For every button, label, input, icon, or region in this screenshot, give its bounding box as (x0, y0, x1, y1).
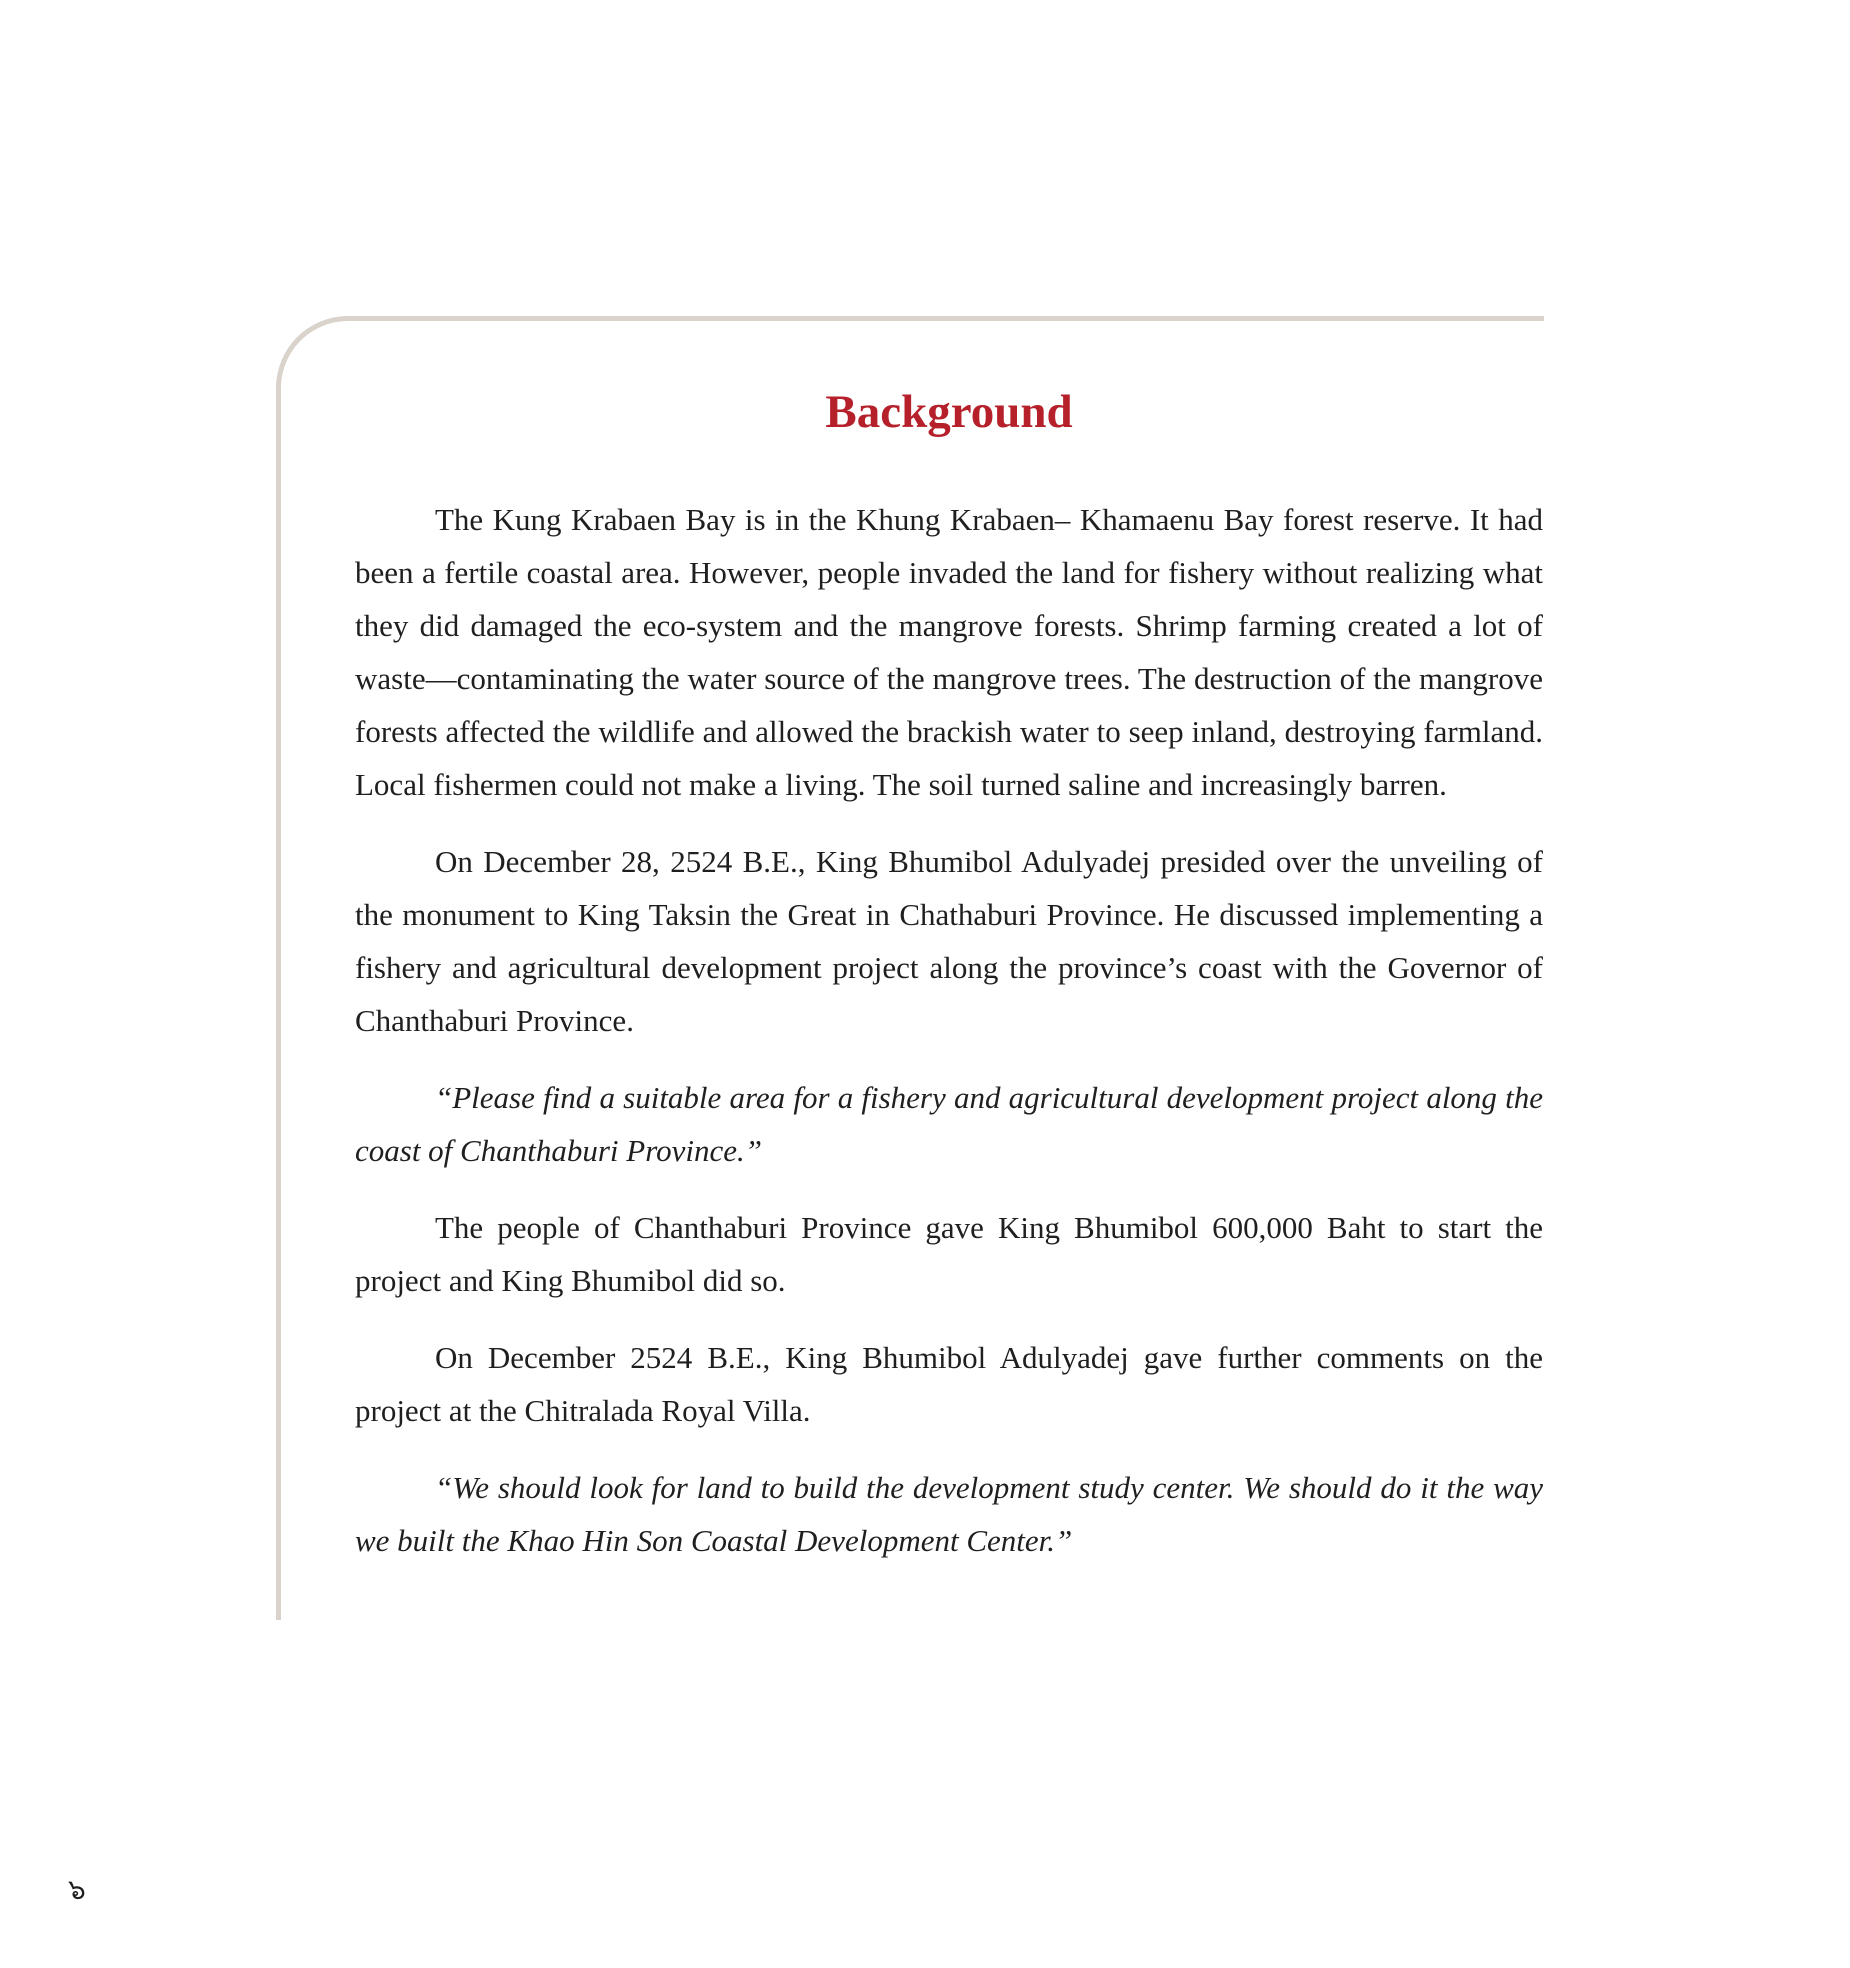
paragraph-monument-visit: On December 28, 2524 B.E., King Bhumibol Adulyadej presided over the unveiling of the monument to King Taksin the Great in Chathaburi Province. He discussed implementing a fishery and agricultural development project along the province’s coast with the Governor of Chanthaburi Province. (355, 844, 1543, 1038)
paragraph-further-comments: On December 2524 B.E., King Bhumibol Adulyadej gave further comments on the project at the Chitralada Royal Villa. (355, 1340, 1543, 1428)
quote-suitable-area: “Please find a suitable area for a fishery and agricultural development project along the coast of Chanthaburi Province.” (355, 1080, 1543, 1168)
paragraph-intro: The Kung Krabaen Bay is in the Khung Krabaen– Khamaenu Bay forest reserve. It had been a fertile coastal area. However, people invaded the land for fishery without realizing what they did damaged the eco-system and the mangrove forests. Shrimp farming created a lot of waste—contaminating the water source of the mangrove trees. The destruction of the mangrove forests affected the wildlife and allowed the brackish water to seep inland, destroying farmland. Local fishermen could not make a living. The soil turned saline and increasingly barren. (355, 502, 1543, 802)
page-title: Background (825, 386, 1073, 438)
page-number: ๖ (68, 1873, 86, 1906)
quote-study-center: “We should look for land to build the development study center. We should do it the way we built the Khao Hin Son Coastal Development Center.” (355, 1470, 1543, 1558)
body-text (355, 493, 1543, 1567)
paragraph-donation: The people of Chanthaburi Province gave King Bhumibol 600,000 Baht to start the project and King Bhumibol did so. (355, 1210, 1543, 1298)
page-content (355, 388, 1543, 1591)
